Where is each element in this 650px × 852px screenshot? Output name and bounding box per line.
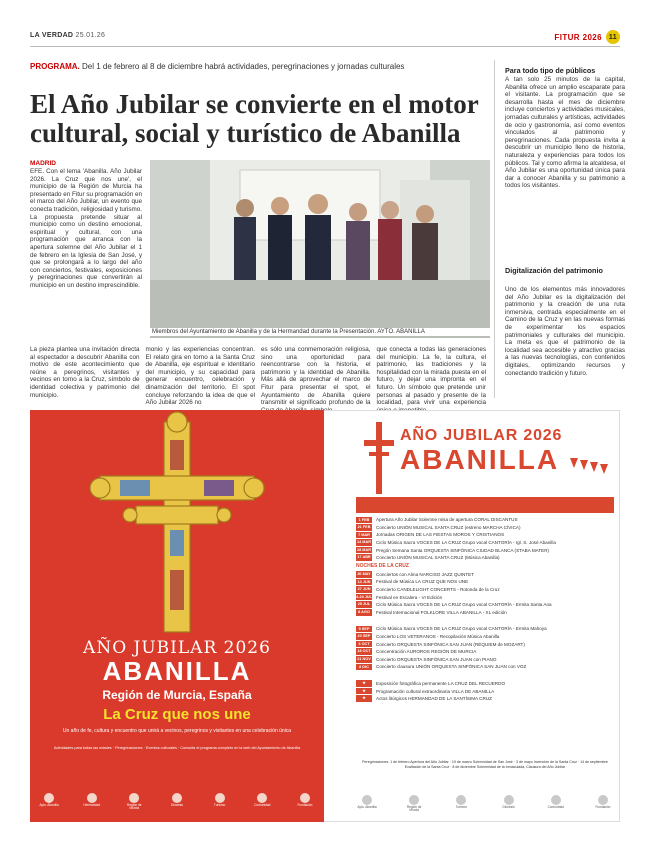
event-date: 25 JUL bbox=[357, 602, 371, 607]
event-row bbox=[356, 609, 614, 617]
event-title: Festival de Música LA CRUZ QUE NOS UNE bbox=[376, 579, 469, 585]
event-date: 17 ABR bbox=[357, 555, 371, 560]
article-column-1: EFE. Con el lema 'Abanilla. Año Jubilar 2026. La Cruz que nos une', el municipio de la Región de Murcia ha presentado en Fitur su programación en el marco del Año Jubilar, un evento que conecta tradición, religiosidad y turismo. La propuesta pretende situar al municipio como un destino emocional, espiritual y cultural, con una programación que arranca con la apertura solemne del Año Jubilar el 1 de febrero en la Iglesia de San José, y que se prolongará a lo largo del año con conciertos, festivales, exposiciones y peregrinaciones que convertirán al municipio en un destino imprescindible. bbox=[30, 168, 143, 289]
person-1 bbox=[234, 199, 256, 287]
event-row bbox=[356, 546, 614, 554]
events-section bbox=[356, 562, 614, 571]
event-title: Concierto ORQUESTA SINFÓNICA SAN JUAN (RÉQUIEM de MOZART) bbox=[376, 641, 525, 647]
sponsor-logo bbox=[450, 795, 472, 813]
sponsor-logo bbox=[592, 795, 614, 813]
event-date: 1 FEB bbox=[356, 517, 372, 524]
page-number: 11 bbox=[606, 30, 620, 44]
event-row bbox=[356, 648, 614, 656]
event-row bbox=[356, 601, 614, 609]
poster-footer: Peregrinaciones: 1 de febrero Apertura del Año Jubilar · 19 de marzo Solemnidad de San José · 3 de mayo Invención de la Santa Cruz · 14 de septiembre Exaltación de la Santa Cruz · 8 de diciembre Solemnidad de la Inmaculada, Clausura del Año Jubilar bbox=[362, 760, 608, 769]
poster-notes: Actividades para todas las edades · Peregrinaciones · Eventos culturales · Consulta el programa completo en la web del Ayuntamiento de Abanilla bbox=[53, 746, 301, 750]
event-title: Actos litúrgicos HERMANDAD DE LA SANTÍSIMA CRUZ bbox=[376, 696, 492, 702]
article-columns bbox=[30, 346, 486, 407]
poster-slogan: La Cruz que nos une bbox=[103, 706, 251, 723]
events-section bbox=[356, 671, 614, 680]
event-date: ★ bbox=[356, 680, 372, 687]
event-row bbox=[356, 571, 614, 579]
event-row bbox=[356, 687, 614, 695]
event-row bbox=[356, 531, 614, 539]
bunting-icon bbox=[570, 452, 610, 492]
event-title: Ciclo Música Sacra VOCES DE LA CRUZ Grupo vocal CANTORÍA - Ermita Mahoya bbox=[376, 626, 547, 632]
event-date: 21 NOV bbox=[357, 657, 371, 661]
event-date: 13 JUN bbox=[357, 579, 371, 584]
newspaper-date: 25.01.26 bbox=[75, 32, 106, 39]
sponsor-emblem-icon bbox=[409, 795, 419, 805]
photo-caption bbox=[150, 328, 490, 336]
poster-left-title-1: AÑO JUBILAR 2026 bbox=[83, 638, 271, 658]
event-row bbox=[356, 695, 614, 703]
sponsor-name: Diócesis bbox=[170, 803, 183, 807]
event-title: Festival en Escalera - VI Edición bbox=[376, 594, 443, 600]
sponsor-emblem-icon bbox=[172, 793, 182, 803]
sponsor-logo bbox=[209, 793, 231, 811]
event-row bbox=[356, 524, 614, 532]
event-row bbox=[356, 640, 614, 648]
event-title: Concierto UNIÓN MUSICAL SANTA CRUZ (Música Abanilla) bbox=[376, 555, 500, 561]
event-title: Apertura Año Jubilar Solemne misa de apertura CORAL DISCANTUS bbox=[376, 517, 518, 523]
event-date: 3 OCT bbox=[356, 641, 372, 648]
event-date: 5 SEP bbox=[356, 626, 372, 633]
event-row bbox=[356, 554, 614, 562]
sidebar-text-2: Uno de los elementos más innovadores del Año Jubilar es la digitalización del patrimonio y la creación de una ruta inmersiva, centrada especialmente en el Camino de la Cruz y en las nuevas formas de experimentar los espacios patrimoniales y culturales del municipio. La meta es que el patrimonio de la localidad sea accesible y atractivo gracias a las nuevas tecnologías, con contenidos digitales, optimizando recursos y conectando tradición y futuro. bbox=[505, 286, 625, 377]
sidebar-heading-2: Digitalización del patrimonio bbox=[505, 266, 603, 275]
sponsor-logo bbox=[123, 793, 145, 811]
sponsor-logo bbox=[81, 793, 103, 811]
sponsor-name: Comunidad bbox=[547, 805, 564, 809]
sponsor-emblem-icon bbox=[87, 793, 97, 803]
sponsor-logo bbox=[38, 793, 60, 811]
poster-right-logos bbox=[356, 790, 614, 818]
newspaper-header bbox=[30, 32, 105, 39]
article-column-b: monio y las experiencias concentran. El relato gira en torno a la Santa Cruz de Abanilla, eje espiritual e identitario del municipio, y su capacidad para generar encuentro, celebración y dinamización del territorio. El spot concluye reforzando la idea de que el Año Jubilar 2026 no bbox=[145, 346, 255, 407]
article-photo bbox=[150, 160, 490, 338]
sponsor-emblem-icon bbox=[44, 793, 54, 803]
event-date: 20 SEP bbox=[357, 634, 371, 639]
sponsor-emblem-icon bbox=[598, 795, 608, 805]
sponsor-logo bbox=[498, 795, 520, 813]
event-title: Concentración AUROROS REGIÓN DE MURCIA bbox=[376, 649, 477, 655]
section-name: FITUR 2026 bbox=[554, 32, 602, 42]
sidebar-heading-1: Para todo tipo de públicos bbox=[505, 66, 596, 75]
events-band bbox=[356, 497, 614, 513]
event-date: 14 MAR bbox=[357, 540, 371, 545]
sponsor-name: Región de Murcia bbox=[127, 802, 142, 811]
poster-region: Región de Murcia, España bbox=[102, 688, 252, 702]
event-row bbox=[356, 633, 614, 641]
event-title: Conciertos con Alma NARCISO JAZZ QUINTET bbox=[376, 571, 475, 577]
event-row bbox=[356, 593, 614, 601]
events-list bbox=[356, 516, 614, 702]
poster-left-title-2: ABANILLA bbox=[102, 656, 252, 686]
event-date: 8 AGO bbox=[356, 609, 372, 616]
event-date: 18 OCT bbox=[357, 649, 371, 654]
sponsor-emblem-icon bbox=[300, 793, 310, 803]
sidebar-text-1: A tan solo 25 minutos de la capital, Abanilla ofrece un amplio escaparate para el visitante. La programación que se desarrolla hasta el mes de diciembre incluye conciertos y actividades musicales, jornadas culturales y artísticas, actividades de ocio y gastronomía, así como eventos vinculados al patrimonio y peregrinaciones. Cada propuesta invita a descubrir un municipio lleno de historia, naturaleza y experiencias para todos los públicos. Tal y como afirma la alcaldesa, el Año Jubilar es una oportunidad única para dar a conocer Abanilla y su patrimonio a todos los visitantes. bbox=[505, 76, 625, 190]
event-title: Jornadas ORIGEN DE LAS FIESTAS MOROS Y CRISTIANOS bbox=[376, 532, 505, 538]
event-title: Ciclo Música Sacra VOCES DE LA CRUZ Grupo vocal CANTORÍA - Igl. S. José Abanilla bbox=[376, 540, 556, 546]
event-date: 4-24 JUL bbox=[356, 594, 372, 599]
event-date: 7 MAR bbox=[356, 532, 372, 539]
event-title: Concierto LOS VETERANOS - Recopilación Música Abanilla bbox=[376, 634, 500, 640]
sponsor-emblem-icon bbox=[551, 795, 561, 805]
event-row bbox=[356, 578, 614, 586]
sponsor-emblem-icon bbox=[456, 795, 466, 805]
section-header bbox=[554, 30, 620, 44]
photo-caption-text: Miembros del Ayuntamiento de Abanilla y de la Hermandad durante la Presentación. bbox=[152, 329, 377, 335]
article-byline: MADRID bbox=[30, 160, 56, 167]
cross-icon bbox=[30, 410, 324, 640]
sponsor-name: Ayto. Abanilla bbox=[39, 803, 59, 807]
event-title: Concierto CANDLELIGHT CONCERTS - Rotonda de la Cruz bbox=[376, 587, 500, 593]
article-kicker bbox=[30, 62, 492, 71]
event-title: Concierto clausura UNIÓN ORQUESTA SINFÓNICA SAN JUAN con VOZ bbox=[376, 664, 527, 670]
article-column-a: La pieza plantea una invitación directa al espectador a descubrir Abanilla con motivo de este acontecimiento que reúne a peregrinos, visitantes y vecinos en torno a la Cruz, símbolo de identidad colectiva y patrimonio del municipio. bbox=[30, 346, 140, 399]
sponsor-name: Ayto. Abanilla bbox=[357, 805, 377, 809]
event-date: 8 DIC bbox=[356, 664, 372, 671]
sponsor-name: Fundación bbox=[297, 803, 313, 807]
events-section bbox=[356, 616, 614, 625]
event-row bbox=[356, 516, 614, 524]
header-divider bbox=[30, 46, 620, 47]
event-date: 30 MAY bbox=[357, 572, 371, 577]
event-title: Programación cultural extraordinaria VILLA DE ABANILLA bbox=[376, 688, 495, 694]
kicker-text: Del 1 de febrero al 8 de diciembre habrá actividades, peregrinaciones y jornadas culturales bbox=[82, 62, 405, 71]
sponsor-logo bbox=[251, 793, 273, 811]
sponsor-emblem-icon bbox=[129, 793, 139, 803]
event-title: Concierto UNIÓN MUSICAL SANTA CRUZ (estreno MARCHA CÍVICA) bbox=[376, 524, 521, 530]
event-date: ★ bbox=[356, 688, 372, 695]
article-column-d: que conecta a todas las generaciones del municipio. La fe, la cultura, el patrimonio, las tradiciones y la hospitalidad con la mirada puesta en el futuro, y dejar una impronta en el futuro. Un símbolo que pretende unir personas al pasado y presente de la localidad, para vivir una experiencia bbox=[376, 346, 486, 407]
article-title: El Año Jubilar se convierte en el motor cultural, social y turístico de Abanilla bbox=[30, 89, 479, 148]
event-date: 27 JUN bbox=[357, 587, 371, 592]
sponsor-logo bbox=[356, 795, 378, 813]
event-date: ★ bbox=[356, 695, 372, 702]
poster-right-title-2: ABANILLA bbox=[400, 444, 560, 475]
sponsor-name: Diócesis bbox=[502, 805, 515, 809]
event-title: Festival Internacional FOLKLORE VILLA ABANILLA - XL edición bbox=[376, 609, 507, 615]
sponsor-name: Hermandad bbox=[83, 803, 100, 807]
sponsor-name: Fundación bbox=[595, 805, 611, 809]
sidebar-divider bbox=[494, 60, 495, 398]
sponsor-name: Comunidad bbox=[254, 803, 271, 807]
event-title: Concierto ORQUESTA SINFÓNICA SAN JUAN con PIANO bbox=[376, 656, 497, 662]
sponsor-emblem-icon bbox=[362, 795, 372, 805]
poster-right-title-1: AÑO JUBILAR 2026 bbox=[400, 427, 563, 444]
sponsor-logo bbox=[545, 795, 567, 813]
sponsor-name: Turismo bbox=[455, 805, 468, 809]
events-section-title: NOCHES DE LA CRUZ bbox=[356, 563, 409, 570]
event-title: Pregón Semana Santa ORQUESTA SINFÓNICA CIUDAD BLANCA (STABA MATER) bbox=[376, 547, 550, 553]
event-row bbox=[356, 656, 614, 664]
sponsor-emblem-icon bbox=[257, 793, 267, 803]
kicker-label: PROGRAMA. bbox=[30, 62, 80, 71]
event-row bbox=[356, 539, 614, 547]
sponsor-name: Región de Murcia bbox=[406, 804, 422, 813]
sponsor-name: Turismo bbox=[213, 803, 226, 807]
photo-credit: AYTO. ABANILLA bbox=[377, 329, 425, 335]
small-cross-icon bbox=[364, 422, 394, 494]
event-title: Exposición fotográfica permanente LA CRUZ DEL RECUERDO bbox=[376, 680, 506, 686]
sponsor-logo bbox=[403, 795, 425, 813]
event-title: Ciclo Música Sacra VOCES DE LA CRUZ Grupo vocal CANTORÍA - Ermita Santa Ana bbox=[376, 602, 552, 608]
event-row bbox=[356, 680, 614, 688]
newspaper-name: LA VERDAD bbox=[30, 32, 74, 39]
sponsor-emblem-icon bbox=[215, 793, 225, 803]
poster-left-panel bbox=[30, 410, 324, 822]
poster-subtitle: Un año de fe, cultura y encuentro que unirá a vecinos, peregrinos y visitantes en una celebración única bbox=[62, 728, 292, 734]
sponsor-emblem-icon bbox=[504, 795, 514, 805]
event-row bbox=[356, 586, 614, 594]
event-row bbox=[356, 663, 614, 671]
event-date: 28 MAR bbox=[357, 547, 371, 552]
article-column-c: es sólo una conmemoración religiosa, sino una oportunidad para reencontrarse con la historia, el patrimonio y la identidad de Abanilla. Más allá de aprovechar el marco de Fitur para presentar el spot, el Ayuntamiento de Abanilla quiere transmitir el significado profundo de la bbox=[261, 346, 371, 407]
event-date: 21 FEB bbox=[357, 525, 371, 530]
sponsor-logo bbox=[166, 793, 188, 811]
poster-left-logos bbox=[38, 788, 316, 816]
sponsor-logo bbox=[294, 793, 316, 811]
photo-illustration bbox=[150, 160, 490, 338]
event-row bbox=[356, 625, 614, 633]
